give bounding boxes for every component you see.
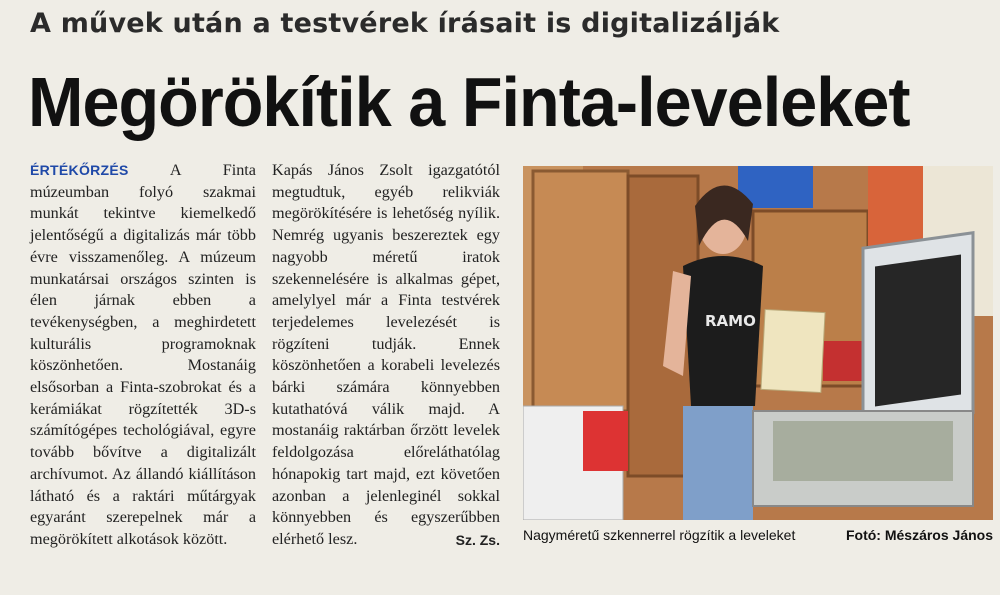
shirt-text: RAMO xyxy=(705,312,756,330)
article-column-1 xyxy=(30,160,256,551)
author-signature: Sz. Zs. xyxy=(455,531,500,548)
article-photo xyxy=(523,166,993,520)
section-tag: ÉRTÉKŐRZÉS xyxy=(30,162,129,178)
caption-text: Nagyméretű szkennerrel rögzítik a leveleket xyxy=(523,527,796,543)
photo-illustration xyxy=(523,166,993,520)
column-2-text: Kapás János Zsolt igazgatótól megtudtuk, egyéb relikviák megörökítésére is lehetőség nyílik. Nemrég ugyanis beszereztek egy nagyobb méretű iratok szekennelésére is alkalmas gépet, amelylyel már a Finta testvérek terjedelemes levelezését is rögzíteni tudják. Ennek köszönhetően a korabeli levelezés bárki számára könnyebben kutathatóvá válik majd. A mostanáig raktárban őrzött levelek feldolgozása előreláthatólag hónapokig tart majd, ezt követően azonban a jelenleginél sokkal könnyebben és egyszerűbben elérhető lesz. xyxy=(272,161,500,548)
column-1-text: A Finta múzeumban folyó szakmai munkát tekintve kiemelkedő jelentőségű a digitalizás már több évre visszamenőleg. A múzeum munkatársai országos szinten is élen járnak ebben a tevékenységben, a meghirdetett kulturális programoknak köszönhetően. Mostanáig elsősorban a Finta-szobrokat és a kerámiákat rögzítették 3D-s számítógépes techológiával, egyre tovább bővítve a digitalizált archívumot. Az állandó kiállításon látható és a raktári műtárgyak egyaránt szerepelnek már a megörökített alkotások között. xyxy=(30,161,256,548)
headline: Megörökítik a Finta-leveleket xyxy=(28,63,910,141)
photo-credit: Fotó: Mészáros János xyxy=(845,527,993,543)
photo-caption xyxy=(523,527,993,543)
kicker: A művek után a testvérek írásait is digitalizálják xyxy=(30,8,780,39)
article-column-2 xyxy=(272,160,500,552)
